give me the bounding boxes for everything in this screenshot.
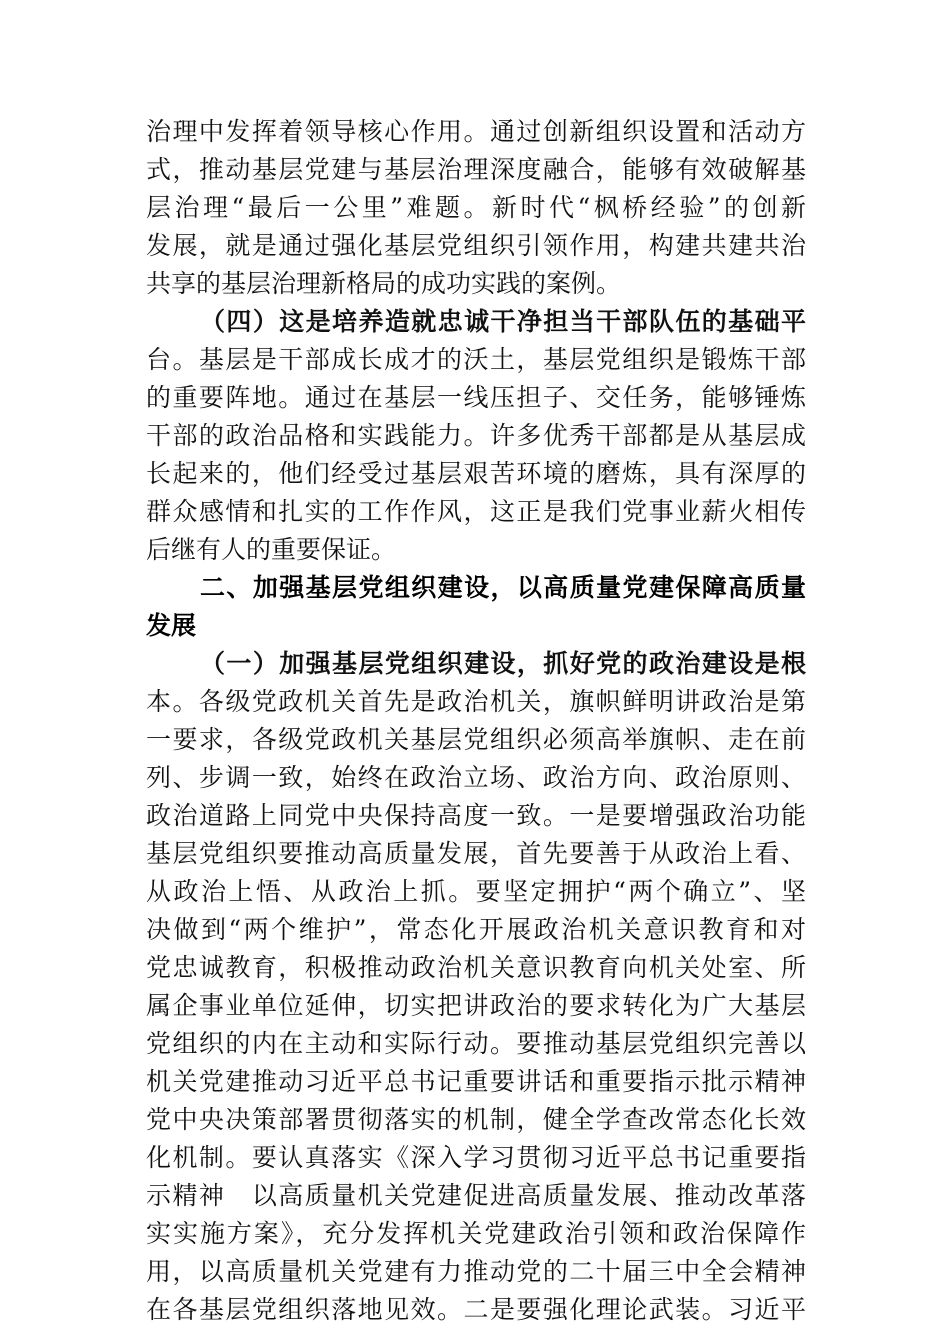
paragraph-line: 一要求，各级党政机关基层党组织必须高举旗帜、走在前 <box>146 725 806 754</box>
paragraph-line: 实实施方案》，充分发挥机关党建政治引领和政治保障作 <box>146 1219 806 1248</box>
paragraph-line: 式，推动基层党建与基层治理深度融合，能够有效破解基 <box>146 155 806 184</box>
subheading-line: （四）这是培养造就忠诚干净担当干部队伍的基础平 <box>200 307 806 336</box>
paragraph-line: 干部的政治品格和实践能力。许多优秀干部都是从基层成 <box>146 421 806 450</box>
paragraph-line: 用，以高质量机关党建有力推动党的二十届三中全会精神 <box>146 1257 806 1286</box>
paragraph-line: 党忠诚教育，积极推动政治机关意识教育向机关处室、所 <box>146 953 806 982</box>
paragraph-line: 基层党组织要推动高质量发展，首先要善于从政治上看、 <box>146 839 806 868</box>
paragraph-line: 示精神 以高质量机关党建促进高质量发展、推动改革落 <box>146 1181 806 1210</box>
paragraph-line: 治理中发挥着领导核心作用。通过创新组织设置和活动方 <box>146 117 806 146</box>
paragraph-line: 发展，就是通过强化基层党组织引领作用，构建共建共治 <box>146 231 806 260</box>
paragraph-line: 群众感情和扎实的工作作风，这正是我们党事业薪火相传 <box>146 497 806 526</box>
paragraph-line: 台。基层是干部成长成才的沃土，基层党组织是锻炼干部 <box>146 345 806 374</box>
section-heading: 二、加强基层党组织建设，以高质量党建保障高质量 <box>200 573 806 602</box>
paragraph-line: 党中央决策部署贯彻落实的机制，健全学查改常态化长效 <box>146 1105 806 1134</box>
paragraph-line: 从政治上悟、从政治上抓。要坚定拥护“两个确立”、坚 <box>146 877 806 906</box>
paragraph-line: 后继有人的重要保证。 <box>146 535 397 564</box>
paragraph-line: 本。各级党政机关首先是政治机关，旗帜鲜明讲政治是第 <box>146 687 806 716</box>
paragraph-line: 的重要阵地。通过在基层一线压担子、交任务，能够锤炼 <box>146 383 806 412</box>
paragraph-line: 党组织的内在主动和实际行动。要推动基层党组织完善以 <box>146 1029 806 1058</box>
paragraph-line: 共享的基层治理新格局的成功实践的案例。 <box>146 269 622 298</box>
paragraph-line: 长起来的，他们经受过基层艰苦环境的磨炼，具有深厚的 <box>146 459 806 488</box>
paragraph-line: 在各基层党组织落地见效。二是要强化理论武装。习近平 <box>146 1295 806 1324</box>
paragraph-line: 决做到“两个维护”，常态化开展政治机关意识教育和对 <box>146 915 806 944</box>
paragraph-line: 列、步调一致，始终在政治立场、政治方向、政治原则、 <box>146 763 806 792</box>
paragraph-line: 属企事业单位延伸，切实把讲政治的要求转化为广大基层 <box>146 991 806 1020</box>
section-heading-continued: 发展 <box>146 611 197 640</box>
paragraph-line: 层治理“最后一公里”难题。新时代“枫桥经验”的创新 <box>146 193 806 222</box>
paragraph-line: 化机制。要认真落实《深入学习贯彻习近平总书记重要指 <box>146 1143 806 1172</box>
subheading-line: （一）加强基层党组织建设，抓好党的政治建设是根 <box>200 649 806 678</box>
paragraph-line: 政治道路上同党中央保持高度一致。一是要增强政治功能 <box>146 801 806 830</box>
paragraph-line: 机关党建推动习近平总书记重要讲话和重要指示批示精神 <box>146 1067 806 1096</box>
